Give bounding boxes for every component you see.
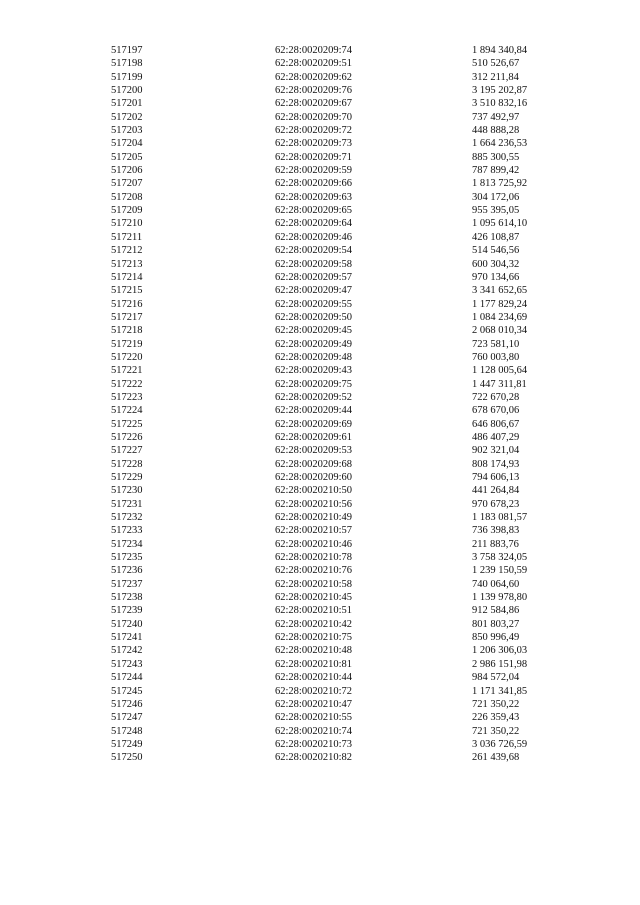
cadastral-number: 62:28:0020209:70 [275,111,353,123]
cadastral-value: 721 350,22 [472,698,520,710]
table-row [0,217,640,230]
cadastral-number: 62:28:0020209:51 [275,58,353,70]
table-row [0,564,640,577]
table-row [0,685,640,698]
cadastral-number: 62:28:0020210:48 [275,645,353,657]
table-row [0,231,640,244]
table-row [0,671,640,684]
table-row [0,698,640,711]
row-number: 517241 [111,632,143,644]
row-number: 517218 [111,325,143,337]
table-row [0,524,640,537]
cadastral-number: 62:28:0020210:47 [275,698,353,710]
cadastral-number: 62:28:0020210:74 [275,725,353,737]
row-number: 517207 [111,178,143,190]
cadastral-number: 62:28:0020209:64 [275,218,353,230]
row-number: 517199 [111,71,143,83]
row-number: 517222 [111,378,143,390]
cadastral-value: 1 095 614,10 [472,218,528,230]
cadastral-number: 62:28:0020209:76 [275,85,353,97]
table-row [0,324,640,337]
cadastral-value: 3 510 832,16 [472,98,528,110]
table-row [0,431,640,444]
cadastral-number: 62:28:0020210:51 [275,605,353,617]
cadastral-value: 2 986 151,98 [472,658,528,670]
table-row [0,618,640,631]
row-number: 517221 [111,365,143,377]
cadastral-value: 970 678,23 [472,498,520,510]
table-row [0,258,640,271]
table-row [0,591,640,604]
cadastral-value: 304 172,06 [472,191,520,203]
table-row [0,124,640,137]
row-number: 517209 [111,205,143,217]
cadastral-number: 62:28:0020210:42 [275,618,353,630]
cadastral-number: 62:28:0020209:60 [275,472,353,483]
cadastral-value: 1 139 978,80 [472,592,528,604]
cadastral-value: 760 003,80 [472,351,520,363]
row-number: 517214 [111,271,143,283]
cadastral-value: 955 395,05 [472,205,520,217]
cadastral-number: 62:28:0020210:57 [275,525,353,537]
table-row [0,631,640,644]
table-row [0,151,640,164]
row-number: 517239 [111,605,143,617]
row-number: 517247 [111,712,143,724]
cadastral-number: 62:28:0020210:45 [275,592,353,604]
cadastral-number: 62:28:0020209:49 [275,338,353,350]
cadastral-value: 740 064,60 [472,578,520,590]
cadastral-value: 885 300,55 [472,151,520,163]
cadastral-number: 62:28:0020210:72 [275,685,353,697]
cadastral-value: 441 264,84 [472,485,520,497]
cadastral-number: 62:28:0020209:44 [275,405,353,417]
table-row [0,137,640,150]
table-row [0,751,640,764]
cadastral-value: 510 526,67 [472,58,520,70]
row-number: 517220 [111,351,143,363]
table-row [0,338,640,351]
cadastral-value: 1 239 150,59 [472,565,528,577]
row-number: 517203 [111,125,143,137]
cadastral-value: 514 546,56 [472,245,520,257]
cadastral-value: 486 407,29 [472,431,520,443]
cadastral-number: 62:28:0020209:43 [275,365,353,377]
table-row [0,551,640,564]
cadastral-value: 737 492,97 [472,111,520,123]
table-row [0,538,640,551]
row-number: 517242 [111,645,143,657]
row-number: 517228 [111,458,143,470]
row-number: 517205 [111,151,143,163]
table-row [0,364,640,377]
row-number: 517237 [111,578,143,590]
table-row [0,271,640,284]
cadastral-number: 62:28:0020209:72 [275,125,353,137]
cadastral-value: 1 664 236,53 [472,138,528,150]
table-row [0,418,640,431]
row-number: 517215 [111,285,143,297]
cadastral-value: 1 894 340,84 [472,45,528,56]
cadastral-value: 1 813 725,92 [472,178,528,190]
table-row [0,284,640,297]
row-number: 517236 [111,565,143,577]
cadastral-value: 3 036 726,59 [472,738,528,750]
cadastral-value: 678 670,06 [472,405,520,417]
row-number: 517197 [111,45,143,56]
row-number: 517211 [111,231,143,243]
cadastral-number: 62:28:0020210:78 [275,552,353,564]
cadastral-value: 984 572,04 [472,672,520,684]
cadastral-number: 62:28:0020209:61 [275,431,353,443]
cadastral-value: 1 183 081,57 [472,512,528,524]
cadastral-value: 1 206 306,03 [472,645,528,657]
cadastral-number: 62:28:0020210:58 [275,578,353,590]
row-number: 517249 [111,738,143,750]
table-row [0,471,640,484]
cadastral-number: 62:28:0020209:62 [275,71,353,83]
cadastral-number: 62:28:0020209:50 [275,311,353,323]
cadastral-number: 62:28:0020210:55 [275,712,353,724]
cadastral-value: 970 134,66 [472,271,520,283]
cadastral-value: 261 439,68 [472,752,520,764]
row-number: 517210 [111,218,143,230]
table-row [0,57,640,70]
row-number: 517204 [111,138,143,150]
row-number: 517227 [111,445,143,457]
cadastral-number: 62:28:0020209:68 [275,458,353,470]
table-row [0,644,640,657]
cadastral-value: 1 177 829,24 [472,298,528,310]
row-number: 517231 [111,498,143,510]
row-number: 517250 [111,752,143,764]
table-row [0,311,640,324]
cadastral-number: 62:28:0020209:47 [275,285,353,297]
cadastral-number: 62:28:0020209:55 [275,298,353,310]
cadastral-value: 794 606,13 [472,472,520,483]
table-row [0,191,640,204]
table-row [0,604,640,617]
cadastral-value: 808 174,93 [472,458,520,470]
cadastral-number: 62:28:0020210:82 [275,752,353,764]
cadastral-number: 62:28:0020209:66 [275,178,353,190]
table-row [0,711,640,724]
cadastral-number: 62:28:0020209:75 [275,378,353,390]
table-row [0,511,640,524]
cadastral-value: 912 584,86 [472,605,520,617]
cadastral-value: 211 883,76 [472,538,519,550]
row-number: 517217 [111,311,143,323]
cadastral-value: 736 398,83 [472,525,520,537]
table-row [0,44,640,57]
row-number: 517246 [111,698,143,710]
row-number: 517202 [111,111,143,123]
row-number: 517233 [111,525,143,537]
row-number: 517216 [111,298,143,310]
table-row [0,71,640,84]
table-row [0,298,640,311]
cadastral-value: 600 304,32 [472,258,520,270]
row-number: 517212 [111,245,143,257]
table-row [0,97,640,110]
cadastral-number: 62:28:0020209:67 [275,98,353,110]
row-number: 517224 [111,405,143,417]
row-number: 517245 [111,685,143,697]
row-number: 517219 [111,338,143,350]
cadastral-value: 1 084 234,69 [472,311,528,323]
table-row [0,378,640,391]
cadastral-number: 62:28:0020209:69 [275,418,353,430]
row-number: 517198 [111,58,143,70]
cadastral-value: 3 758 324,05 [472,552,528,564]
row-number: 517201 [111,98,143,110]
cadastral-number: 62:28:0020209:65 [275,205,353,217]
table-row [0,164,640,177]
table-row [0,578,640,591]
row-number: 517244 [111,672,143,684]
cadastral-value: 1 447 311,81 [472,378,527,390]
table-row [0,738,640,751]
cadastral-value: 226 359,43 [472,712,520,724]
cadastral-number: 62:28:0020210:44 [275,672,353,684]
cadastral-number: 62:28:0020209:58 [275,258,353,270]
row-number: 517229 [111,472,143,483]
table-row [0,204,640,217]
cadastral-value: 787 899,42 [472,165,520,177]
cadastral-number: 62:28:0020209:71 [275,151,353,163]
row-number: 517213 [111,258,143,270]
cadastral-number: 62:28:0020209:63 [275,191,353,203]
cadastral-number: 62:28:0020210:49 [275,512,353,524]
row-number: 517232 [111,512,143,524]
table-row [0,177,640,190]
table-row [0,658,640,671]
row-number: 517238 [111,592,143,604]
cadastral-value: 2 068 010,34 [472,325,528,337]
table-row [0,391,640,404]
cadastral-number: 62:28:0020209:74 [275,45,353,56]
table-row [0,351,640,364]
cadastral-number: 62:28:0020210:56 [275,498,353,510]
cadastral-value: 426 108,87 [472,231,520,243]
table-row [0,84,640,97]
cadastral-value: 312 211,84 [472,71,519,83]
cadastral-value: 3 341 652,65 [472,285,528,297]
cadastral-number: 62:28:0020209:54 [275,245,353,257]
cadastral-number: 62:28:0020210:75 [275,632,353,644]
row-number: 517223 [111,391,143,403]
cadastral-number: 62:28:0020209:53 [275,445,353,457]
cadastral-number: 62:28:0020209:59 [275,165,353,177]
row-number: 517226 [111,431,143,443]
table-row [0,498,640,511]
table-row [0,725,640,738]
table-row [0,444,640,457]
cadastral-number: 62:28:0020210:73 [275,738,353,750]
cadastral-value: 721 350,22 [472,725,520,737]
row-number: 517230 [111,485,143,497]
cadastral-value: 3 195 202,87 [472,85,528,97]
cadastral-value: 902 321,04 [472,445,520,457]
row-number: 517208 [111,191,143,203]
row-number: 517206 [111,165,143,177]
cadastral-value: 1 128 005,64 [472,365,528,377]
document-table [0,44,640,765]
cadastral-value: 1 171 341,85 [472,685,528,697]
table-row [0,111,640,124]
cadastral-number: 62:28:0020209:73 [275,138,353,150]
table-row [0,484,640,497]
cadastral-value: 448 888,28 [472,125,520,137]
row-number: 517234 [111,538,143,550]
cadastral-number: 62:28:0020209:46 [275,231,353,243]
row-number: 517243 [111,658,143,670]
table-row [0,458,640,471]
cadastral-number: 62:28:0020209:57 [275,271,353,283]
cadastral-value: 646 806,67 [472,418,520,430]
cadastral-number: 62:28:0020210:46 [275,538,353,550]
cadastral-value: 801 803,27 [472,618,520,630]
cadastral-number: 62:28:0020209:52 [275,391,353,403]
row-number: 517240 [111,618,143,630]
cadastral-value: 723 581,10 [472,338,520,350]
row-number: 517248 [111,725,143,737]
cadastral-number: 62:28:0020210:50 [275,485,353,497]
cadastral-number: 62:28:0020209:45 [275,325,353,337]
cadastral-value: 722 670,28 [472,391,520,403]
cadastral-number: 62:28:0020209:48 [275,351,353,363]
row-number: 517225 [111,418,143,430]
table-row [0,244,640,257]
cadastral-number: 62:28:0020210:76 [275,565,353,577]
table-row [0,404,640,417]
row-number: 517235 [111,552,143,564]
row-number: 517200 [111,85,143,97]
cadastral-number: 62:28:0020210:81 [275,658,353,670]
cadastral-value: 850 996,49 [472,632,520,644]
